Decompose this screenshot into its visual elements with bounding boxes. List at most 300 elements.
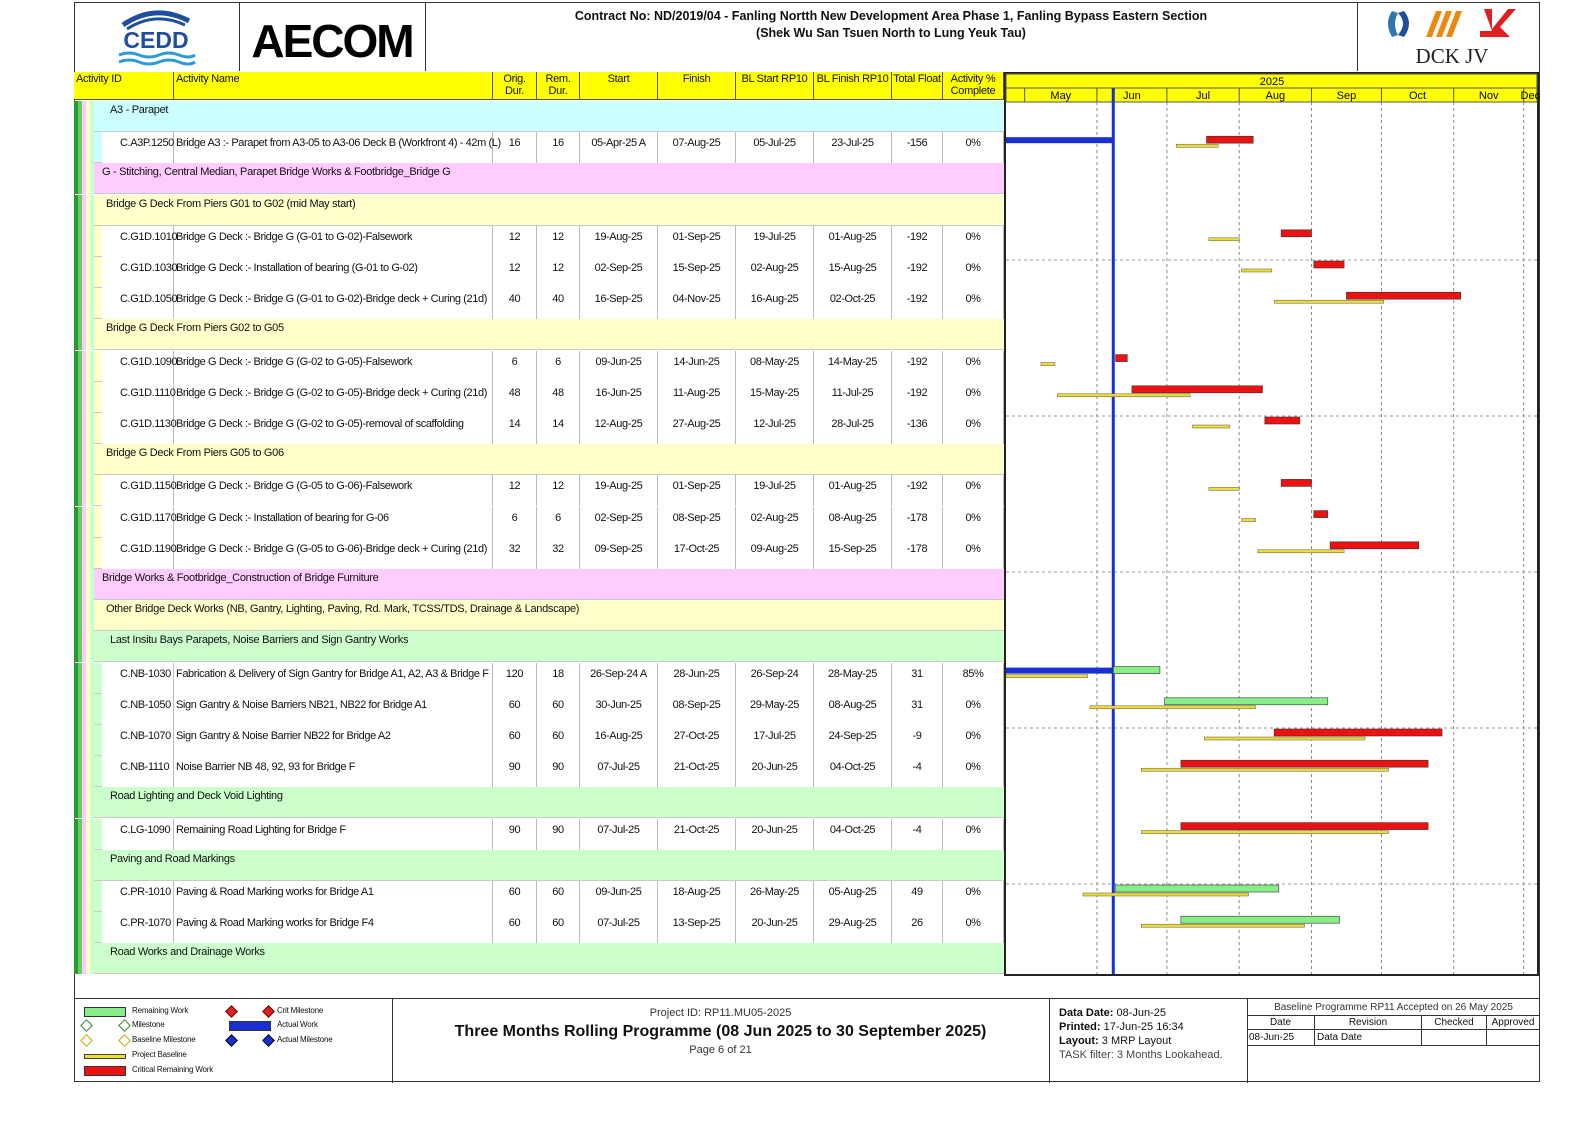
milestone-icon (80, 1019, 93, 1032)
wbs-band-row[interactable] (74, 101, 1004, 132)
cell-finish: 13-Sep-25 (658, 912, 736, 943)
cell-activity-name: Bridge G Deck :- Bridge G (G-05 to G-06)-Bridge deck + Curing (21d) (174, 538, 493, 569)
wbs-level-stripe (90, 257, 94, 288)
wbs-level-stripe (90, 351, 94, 382)
wbs-band-row[interactable] (74, 787, 1004, 818)
wbs-level-stripe (90, 132, 94, 163)
cell-bl-finish: 05-Aug-25 (814, 881, 892, 912)
gantt-critical-bar (1314, 511, 1328, 518)
gantt-baseline-bar (1193, 425, 1230, 428)
cell-bl-finish: 28-May-25 (814, 663, 892, 694)
gantt-remaining-bar (1113, 667, 1160, 674)
cell-bl-start: 02-Aug-25 (736, 257, 814, 288)
gantt-baseline-bar (1141, 831, 1388, 834)
cell-activity-name: Bridge G Deck :- Bridge G (G-01 to G-02)-Falsework (174, 226, 493, 257)
cell-activity-id: C.G1D.1030 (98, 257, 174, 288)
cell-rem-dur: 90 (537, 756, 580, 787)
wbs-level-stripe (90, 943, 94, 974)
aecom-logo-text: AECOM (251, 15, 413, 67)
cell-activity-id: C.NB-1050 (98, 694, 174, 725)
cell-rem-dur: 48 (537, 382, 580, 413)
cell-orig-dur: 60 (493, 912, 537, 943)
legend-critical-remaining: Critical Remaining Work (132, 1065, 214, 1074)
cell-start: 16-Aug-25 (580, 725, 658, 756)
gantt-baseline-bar (1041, 363, 1055, 366)
cell-activity-id: C.PR-1010 (98, 881, 174, 912)
gantt-baseline-bar (1176, 144, 1218, 147)
cell-activity-id: C.G1D.1170 (98, 507, 174, 538)
gantt-baseline-bar (1274, 300, 1384, 303)
gantt-month-label: Jul (1196, 90, 1211, 102)
cell-rem-dur: 40 (537, 288, 580, 319)
cell-pct-complete: 0% (943, 756, 1004, 787)
cell-total-float: -192 (892, 382, 943, 413)
wbs-band-row[interactable] (74, 319, 1004, 350)
gantt-month-label: Sep (1336, 90, 1357, 102)
wbs-band-row[interactable] (74, 195, 1004, 226)
cell-rem-dur: 18 (537, 663, 580, 694)
cell-pct-complete: 0% (943, 819, 1004, 850)
gantt-month-label: Oct (1409, 90, 1427, 102)
revision-box (1247, 999, 1540, 1083)
gantt-baseline-bar (1258, 550, 1344, 553)
aecom-logo (239, 3, 426, 71)
col-orig-dur[interactable]: Orig. Dur. (493, 72, 537, 100)
wbs-band-label: Paving and Road Markings (110, 852, 235, 865)
cell-start: 19-Aug-25 (580, 226, 658, 257)
cell-total-float: -4 (892, 756, 943, 787)
baseline-milestone-icon (118, 1034, 131, 1047)
cell-total-float: -192 (892, 257, 943, 288)
cell-finish: 21-Oct-25 (658, 756, 736, 787)
legend-box (74, 999, 393, 1083)
cell-total-float: 49 (892, 881, 943, 912)
cell-activity-id: C.G1D.1150 (98, 475, 174, 506)
cell-total-float: 26 (892, 912, 943, 943)
cell-rem-dur: 14 (537, 413, 580, 444)
cell-bl-finish: 11-Jul-25 (814, 382, 892, 413)
gantt-remaining-bar (1181, 916, 1340, 923)
gantt-baseline-bar (1209, 238, 1239, 241)
cell-bl-finish: 15-Aug-25 (814, 257, 892, 288)
cell-bl-start: 26-Sep-24 (736, 663, 814, 694)
dck-jv-logo (1358, 3, 1539, 71)
cell-pct-complete: 0% (943, 881, 1004, 912)
cell-bl-start: 16-Aug-25 (736, 288, 814, 319)
gantt-remaining-bar (1165, 698, 1328, 705)
wbs-level-stripe (90, 195, 94, 226)
cell-orig-dur: 60 (493, 725, 537, 756)
milestone-icon (118, 1019, 131, 1032)
cell-pct-complete: 0% (943, 288, 1004, 319)
cell-bl-finish: 14-May-25 (814, 351, 892, 382)
data-date-value: 08-Jun-25 (1116, 1007, 1167, 1019)
cell-rem-dur: 12 (537, 257, 580, 288)
footer-project-id: Project ID: RP11.MU05-2025 (649, 1007, 792, 1019)
cell-total-float: -192 (892, 351, 943, 382)
wbs-band-row[interactable] (74, 850, 1004, 881)
crit-milestone-icon (225, 1005, 238, 1018)
cell-rem-dur: 60 (537, 725, 580, 756)
wbs-level-stripe (90, 756, 94, 787)
cell-finish: 28-Jun-25 (658, 663, 736, 694)
cell-bl-finish: 01-Aug-25 (814, 475, 892, 506)
cell-finish: 27-Oct-25 (658, 725, 736, 756)
cell-total-float: -178 (892, 507, 943, 538)
col-pct-complete[interactable]: Activity % Complete (943, 72, 1004, 100)
gantt-remaining-bar (1116, 885, 1279, 892)
cell-start: 02-Sep-25 (580, 507, 658, 538)
cell-rem-dur: 90 (537, 819, 580, 850)
cell-total-float: -178 (892, 538, 943, 569)
legend-swatch-remaining (84, 1007, 126, 1017)
wbs-level-stripe (90, 101, 94, 132)
cedd-logo-text: CEDD (123, 27, 189, 53)
cell-orig-dur: 60 (493, 694, 537, 725)
cell-pct-complete: 85% (943, 663, 1004, 694)
wbs-level-stripe (90, 600, 94, 631)
printed-value: 17-Jun-25 16:34 (1103, 1021, 1184, 1033)
cell-bl-start: 17-Jul-25 (736, 725, 814, 756)
gantt-critical-bar (1330, 542, 1419, 549)
wbs-level-stripe (90, 226, 94, 257)
col-rem-dur[interactable]: Rem. Dur. (537, 72, 580, 100)
cell-pct-complete: 0% (943, 413, 1004, 444)
cell-finish: 11-Aug-25 (658, 382, 736, 413)
gantt-month-label: May (1050, 90, 1072, 102)
gantt-baseline-bar (1083, 893, 1249, 896)
cell-bl-finish: 28-Jul-25 (814, 413, 892, 444)
cell-bl-finish: 24-Sep-25 (814, 725, 892, 756)
cell-orig-dur: 120 (493, 663, 537, 694)
wbs-band-label: Road Lighting and Deck Void Lighting (110, 790, 283, 803)
cedd-logo (75, 3, 240, 71)
cell-bl-start: 15-May-25 (736, 382, 814, 413)
gantt-baseline-bar (1090, 706, 1256, 709)
gantt-critical-bar (1274, 729, 1442, 736)
gantt-critical-bar (1281, 479, 1311, 486)
cell-total-float: -192 (892, 475, 943, 506)
cell-finish: 21-Oct-25 (658, 819, 736, 850)
col-total-float[interactable]: Total Float (892, 72, 943, 100)
wbs-level-stripe (90, 881, 94, 912)
cell-bl-start: 05-Jul-25 (736, 132, 814, 163)
col-start[interactable]: Start (580, 72, 658, 100)
legend-actual-work: Actual Work (277, 1020, 318, 1029)
cell-total-float: 31 (892, 663, 943, 694)
contract-line-2: (Shek Wu San Tsuen North to Lung Yeuk Tau) (756, 26, 1026, 40)
wbs-band-row[interactable] (74, 943, 1004, 974)
cell-activity-id: C.A3P.1250 (98, 132, 174, 163)
contract-title (425, 3, 1358, 71)
cell-start: 09-Jun-25 (580, 881, 658, 912)
cell-rem-dur: 12 (537, 226, 580, 257)
cell-activity-id: C.G1D.1190 (98, 538, 174, 569)
gantt-baseline-bar (1006, 675, 1088, 678)
col-activity-id[interactable]: Activity ID (74, 72, 174, 100)
gantt-critical-bar (1265, 417, 1300, 424)
cell-finish: 08-Sep-25 (658, 507, 736, 538)
cell-start: 30-Jun-25 (580, 694, 658, 725)
gantt-critical-bar (1207, 136, 1254, 143)
layout-label: Layout: (1059, 1035, 1099, 1047)
cell-rem-dur: 60 (537, 881, 580, 912)
wbs-level-stripe (90, 382, 94, 413)
cell-bl-start: 20-Jun-25 (736, 756, 814, 787)
cell-orig-dur: 12 (493, 475, 537, 506)
cell-pct-complete: 0% (943, 538, 1004, 569)
cell-activity-id: C.NB-1030 (98, 663, 174, 694)
legend-milestone: Milestone (132, 1020, 165, 1029)
cell-activity-id: C.G1D.1010 (98, 226, 174, 257)
cell-finish: 14-Jun-25 (658, 351, 736, 382)
cell-bl-start: 19-Jul-25 (736, 226, 814, 257)
cell-start: 19-Aug-25 (580, 475, 658, 506)
cell-start: 09-Sep-25 (580, 538, 658, 569)
task-filter: TASK filter: 3 Months Lookahead. (1059, 1049, 1223, 1061)
cell-activity-name: Remaining Road Lighting for Bridge F (174, 819, 493, 850)
cell-finish: 27-Aug-25 (658, 413, 736, 444)
cell-start: 07-Jul-25 (580, 819, 658, 850)
cell-bl-finish: 23-Jul-25 (814, 132, 892, 163)
cell-orig-dur: 60 (493, 881, 537, 912)
wbs-level-stripe (90, 631, 94, 662)
cell-bl-start: 20-Jun-25 (736, 912, 814, 943)
cell-bl-finish: 02-Oct-25 (814, 288, 892, 319)
legend-actual-milestone: Actual Milestone (277, 1035, 333, 1044)
gantt-baseline-bar (1242, 519, 1256, 522)
table-row[interactable] (74, 881, 1004, 912)
table-row[interactable] (74, 257, 1004, 288)
wbs-level-stripe (90, 475, 94, 506)
cell-pct-complete: 0% (943, 132, 1004, 163)
table-row[interactable] (74, 475, 1004, 506)
footer-title: Three Months Rolling Programme (08 Jun 2025 to 30 September 2025) (454, 1023, 987, 1040)
gantt-critical-bar (1281, 230, 1311, 237)
printed-label: Printed: (1059, 1021, 1101, 1033)
table-row[interactable] (74, 507, 1004, 538)
cell-bl-finish: 08-Aug-25 (814, 507, 892, 538)
wbs-level-stripe (90, 912, 94, 943)
cell-pct-complete: 0% (943, 507, 1004, 538)
col-activity-name[interactable]: Activity Name (174, 72, 493, 100)
legend-baseline-milestone: Baseline Milestone (132, 1035, 196, 1044)
wbs-level-stripe (90, 819, 94, 850)
cell-activity-name: Bridge G Deck :- Bridge G (G-02 to G-05)-Bridge deck + Curing (21d) (174, 382, 493, 413)
cell-rem-dur: 12 (537, 475, 580, 506)
cell-orig-dur: 48 (493, 382, 537, 413)
wbs-band-row[interactable] (74, 631, 1004, 662)
baseline-note: Baseline Programme RP11 Accepted on 26 May 2025 (1247, 999, 1540, 1016)
actual-milestone-icon (262, 1034, 275, 1047)
wbs-level-stripe (90, 569, 94, 600)
layout-value: 3 MRP Layout (1101, 1035, 1172, 1047)
gantt-actual-bar (1006, 668, 1113, 674)
cell-finish: 01-Sep-25 (658, 226, 736, 257)
wbs-level-stripe (90, 787, 94, 818)
wbs-band-label: Other Bridge Deck Works (NB, Gantry, Lighting, Paving, Rd. Mark, TCSS/TDS, Drainage & Landscape) (106, 603, 580, 616)
cell-activity-name: Paving & Road Marking works for Bridge F4 (174, 912, 493, 943)
gantt-baseline-bar (1242, 269, 1272, 272)
crit-milestone-icon (262, 1005, 275, 1018)
cell-pct-complete: 0% (943, 912, 1004, 943)
wbs-level-stripe (90, 850, 94, 881)
cell-rem-dur: 32 (537, 538, 580, 569)
cell-bl-finish: 01-Aug-25 (814, 226, 892, 257)
cell-pct-complete: 0% (943, 382, 1004, 413)
table-row[interactable] (74, 351, 1004, 382)
cell-bl-finish: 04-Oct-25 (814, 756, 892, 787)
legend-swatch-baseline (84, 1054, 126, 1059)
contract-line-1: Contract No: ND/2019/04 - Fanling Nortth New Development Area Phase 1, Fanling Bypass Eastern Section (574, 9, 1208, 23)
cell-finish: 01-Sep-25 (658, 475, 736, 506)
col-finish[interactable]: Finish (658, 72, 736, 100)
cell-total-float: 31 (892, 694, 943, 725)
revision-header: Checked (1422, 1015, 1487, 1030)
legend-footer (74, 998, 1540, 1083)
cell-activity-name: Fabrication & Delivery of Sign Gantry for Bridge A1, A2, A3 & Bridge F (174, 663, 493, 694)
wbs-band-label: Bridge Works & Footbridge_Construction of Bridge Furniture (102, 572, 379, 584)
cell-orig-dur: 32 (493, 538, 537, 569)
cell-start: 02-Sep-25 (580, 257, 658, 288)
cell-total-float: -9 (892, 725, 943, 756)
gantt-month-label: Nov (1478, 90, 1499, 102)
cedd-logo-graphic (75, 3, 239, 71)
cell-finish: 18-Aug-25 (658, 881, 736, 912)
cell-activity-id: C.NB-1110 (98, 756, 174, 787)
wbs-band-label: Bridge G Deck From Piers G01 to G02 (mid May start) (106, 197, 356, 210)
cell-total-float: -192 (892, 226, 943, 257)
table-row[interactable] (74, 226, 1004, 257)
cell-bl-start: 02-Aug-25 (736, 507, 814, 538)
gantt-baseline-bar (1204, 737, 1365, 740)
cell-activity-id: C.G1D.1090 (98, 351, 174, 382)
cell-finish: 04-Nov-25 (658, 288, 736, 319)
wbs-level-stripe (90, 663, 94, 694)
gantt-actual-bar (1006, 137, 1113, 143)
gantt-baseline-bar (1209, 487, 1239, 490)
cell-pct-complete: 0% (943, 694, 1004, 725)
cell-bl-finish: 04-Oct-25 (814, 819, 892, 850)
footer-meta-box (1049, 999, 1248, 1083)
cell-finish: 15-Sep-25 (658, 257, 736, 288)
cell-pct-complete: 0% (943, 351, 1004, 382)
revision-header: Revision (1315, 1015, 1422, 1030)
gantt-chart (1004, 72, 1539, 976)
cell-start: 05-Apr-25 A (580, 132, 658, 163)
wbs-level-stripe (90, 288, 94, 319)
gantt-critical-bar (1181, 823, 1428, 830)
table-row[interactable] (74, 382, 1004, 413)
gantt-svg (1006, 74, 1541, 974)
col-bl-start[interactable]: BL Start RP10 (736, 72, 814, 100)
legend-swatch-critical (84, 1066, 126, 1076)
cell-bl-start: 26-May-25 (736, 881, 814, 912)
cell-activity-name: Noise Barrier NB 48, 92, 93 for Bridge F (174, 756, 493, 787)
wbs-level-stripe (90, 444, 94, 475)
cell-start: 16-Sep-25 (580, 288, 658, 319)
cell-start: 09-Jun-25 (580, 351, 658, 382)
wbs-level-stripe (90, 319, 94, 350)
gantt-critical-bar (1116, 355, 1128, 362)
cell-orig-dur: 16 (493, 132, 537, 163)
gantt-baseline-bar (1141, 924, 1304, 927)
cell-total-float: -192 (892, 288, 943, 319)
wbs-band-label: Road Works and Drainage Works (110, 946, 265, 959)
cell-bl-start: 09-Aug-25 (736, 538, 814, 569)
cell-finish: 17-Oct-25 (658, 538, 736, 569)
cell-activity-id: C.LG-1090 (98, 819, 174, 850)
cell-bl-start: 08-May-25 (736, 351, 814, 382)
cell-bl-start: 20-Jun-25 (736, 819, 814, 850)
revision-cell (1487, 1030, 1540, 1046)
wbs-band-label: A3 - Parapet (110, 104, 169, 116)
legend-remaining: Remaining Work (132, 1006, 189, 1015)
gantt-baseline-bar (1057, 394, 1190, 397)
cell-bl-finish: 15-Sep-25 (814, 538, 892, 569)
cell-bl-start: 19-Jul-25 (736, 475, 814, 506)
cell-orig-dur: 6 (493, 507, 537, 538)
cell-activity-name: Bridge G Deck :- Bridge G (G-05 to G-06)-Falsework (174, 475, 493, 506)
gantt-baseline-bar (1141, 768, 1388, 771)
cell-activity-name: Bridge G Deck :- Installation of bearing for G-06 (174, 507, 493, 538)
legend-crit-milestone: Crit Milestone (277, 1006, 324, 1015)
col-bl-finish[interactable]: BL Finish RP10 (814, 72, 892, 100)
gantt-month-label: Aug (1265, 90, 1286, 102)
cell-orig-dur: 90 (493, 819, 537, 850)
cell-activity-name: Sign Gantry & Noise Barriers NB21, NB22 for Bridge A1 (174, 694, 493, 725)
cell-start: 16-Jun-25 (580, 382, 658, 413)
cell-pct-complete: 0% (943, 725, 1004, 756)
data-date-label: Data Date: (1059, 1007, 1114, 1019)
cell-orig-dur: 12 (493, 257, 537, 288)
cell-activity-name: Paving & Road Marking works for Bridge A1 (174, 881, 493, 912)
cell-total-float: -136 (892, 413, 943, 444)
legend-swatch-actual (229, 1021, 271, 1031)
cell-orig-dur: 90 (493, 756, 537, 787)
cell-pct-complete: 0% (943, 257, 1004, 288)
cell-activity-id: C.PR-1070 (98, 912, 174, 943)
cell-pct-complete: 0% (943, 475, 1004, 506)
revision-cell: 08-Jun-25 (1247, 1030, 1315, 1046)
table-row[interactable] (74, 694, 1004, 725)
gantt-month-label: Dec (1520, 90, 1541, 102)
wbs-band-row[interactable] (74, 444, 1004, 475)
table-row[interactable] (74, 725, 1004, 756)
revision-cell (1422, 1030, 1487, 1046)
cell-bl-start: 12-Jul-25 (736, 413, 814, 444)
gantt-critical-bar (1314, 261, 1344, 268)
cell-activity-id: C.G1D.1130 (98, 413, 174, 444)
cell-activity-id: C.NB-1070 (98, 725, 174, 756)
wbs-level-stripe (90, 538, 94, 569)
wbs-band-label: G - Stitching, Central Median, Parapet Bridge Works & Footbridge_Bridge G (102, 166, 451, 179)
revision-header: Date (1247, 1015, 1315, 1030)
cell-finish: 08-Sep-25 (658, 694, 736, 725)
wbs-band-label: Bridge G Deck From Piers G02 to G05 (106, 322, 284, 335)
cell-activity-id: C.G1D.1110 (98, 382, 174, 413)
cell-activity-name: Bridge G Deck :- Bridge G (G-02 to G-05)-Falsework (174, 351, 493, 382)
legend-project-baseline: Project Baseline (132, 1050, 187, 1059)
cell-activity-name: Sign Gantry & Noise Barrier NB22 for Bridge A2 (174, 725, 493, 756)
table-row[interactable] (74, 663, 1004, 694)
revision-table (1247, 1015, 1540, 1049)
cell-activity-id: C.G1D.1050 (98, 288, 174, 319)
cell-orig-dur: 6 (493, 351, 537, 382)
wbs-level-stripe (90, 694, 94, 725)
cell-rem-dur: 16 (537, 132, 580, 163)
cell-activity-name: Bridge G Deck :- Bridge G (G-01 to G-02)-Bridge deck + Curing (21d) (174, 288, 493, 319)
